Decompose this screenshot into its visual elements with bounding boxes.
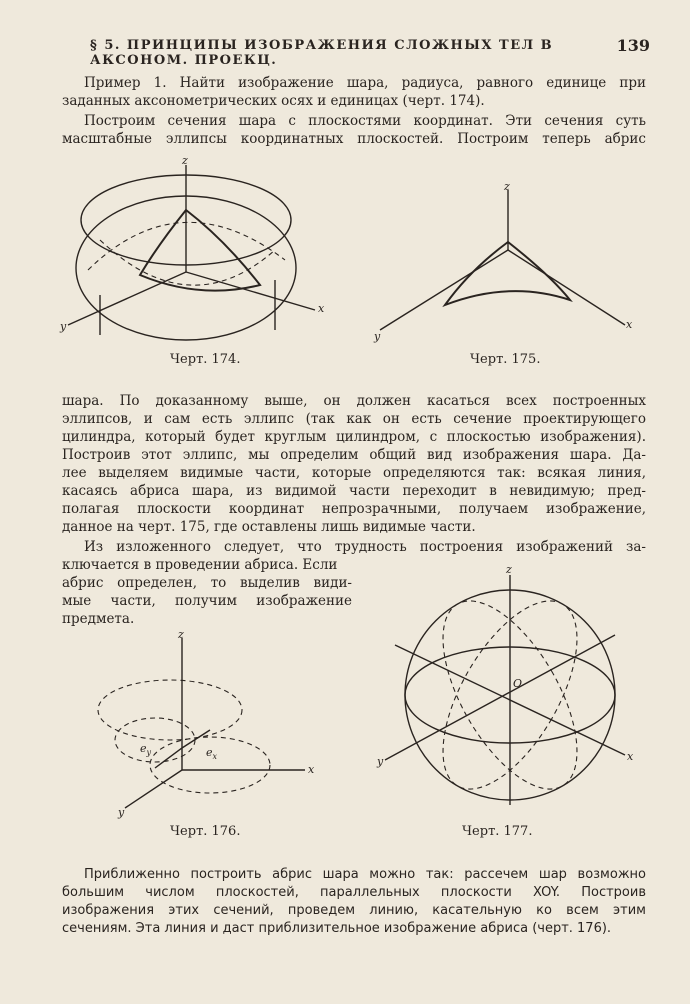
text-line: Построив этот эллипс, мы определим общий вид изображения шара. Да-	[62, 447, 646, 463]
z-axis-label: z	[506, 563, 512, 576]
text-line: масштабные эллипсы координатных плоскостей. Построим теперь абрис	[62, 131, 646, 147]
x-axis	[508, 250, 625, 325]
visible-outline	[445, 242, 570, 305]
y-axis	[125, 770, 182, 808]
y-axis-label: y	[118, 806, 125, 819]
text-line: цилиндра, который будет круглым цилиндром, с плоскостью изображения).	[62, 429, 646, 445]
visible-octant	[140, 210, 260, 291]
dashed-section	[100, 240, 275, 285]
y-axis-label: y	[60, 320, 67, 333]
y-axis	[385, 635, 615, 760]
x-axis-label: x	[308, 763, 315, 776]
x-axis-label: x	[318, 302, 325, 315]
text-line: изображения этих сечений, проведем линию, касательную ко всем этим	[62, 903, 646, 918]
figure-176-sections	[60, 630, 320, 820]
text-line: лее выделяем видимые части, которые определяются так: всякая линия,	[62, 465, 646, 481]
text-line: заданных аксонометрических осях и единицах (черт. 174).	[62, 93, 485, 109]
figure-175-caption: Черт. 175.	[470, 352, 541, 367]
text-line: абрис определен, то выделив види-	[62, 575, 352, 591]
paragraph-outline	[62, 392, 646, 536]
text-line: сечениям. Эта линия и даст приблизительное изображение абриса (черт. 176).	[62, 921, 612, 936]
z-axis-label: z	[504, 180, 510, 193]
text-line: предмета.	[62, 611, 135, 627]
page-header	[90, 36, 650, 68]
y-axis-label: y	[374, 330, 381, 343]
paragraph-construction	[62, 112, 646, 148]
text-line: Из изложенного следует, что трудность построения изображений за-	[84, 539, 646, 555]
figure-175-visible-sphere	[370, 180, 640, 350]
page-number: 139	[616, 36, 650, 55]
section-title: § 5. ПРИНЦИПЫ ИЗОБРАЖЕНИЯ СЛОЖНЫХ ТЕЛ В АКСОНОМ. ПРОЕКЦ.	[90, 38, 554, 68]
figure-174-caption: Черт. 174.	[170, 352, 241, 367]
figure-177-caption: Черт. 177.	[462, 824, 533, 839]
figure-177-sphere	[375, 565, 650, 815]
text-line: большим числом плоскостей, параллельных плоскости XOY. Построив	[62, 885, 646, 900]
dashed-section-ellipse	[98, 680, 242, 740]
origin-label: O	[513, 677, 523, 690]
text-line: ключается в проведении абриса. Если	[62, 557, 338, 573]
text-line: мые части, получим изображение	[62, 593, 352, 609]
y-axis	[380, 250, 508, 330]
text-line: данное на черт. 175, где оставлены лишь видимые части.	[62, 519, 476, 535]
paragraph-example-1	[62, 74, 646, 110]
text-line: Приближенно построить абрис шара можно так: рассечем шар возможно	[84, 867, 646, 882]
paragraph-conclusion-narrow	[62, 574, 352, 628]
ey-label: $e_y$	[140, 742, 152, 757]
y-axis-label: y	[377, 755, 384, 768]
x-axis-label: x	[626, 318, 633, 331]
ex-label: $e_x$	[206, 746, 218, 761]
paragraph-approximation	[62, 866, 646, 938]
text-line: Пример 1. Найти изображение шара, радиуса, равного единице при	[84, 75, 646, 91]
x-axis-label: x	[627, 750, 634, 763]
z-axis-label: z	[182, 154, 188, 167]
figure-174-sphere-sections	[60, 154, 340, 350]
text-line: Построим сечения шара с плоскостями координат. Эти сечения суть	[84, 113, 646, 129]
text-line: полагая плоскости координат непрозрачными, получаем изображение,	[62, 501, 646, 517]
figure-176-caption: Черт. 176.	[170, 824, 241, 839]
text-line: касаясь абриса шара, из видимой части переходит в невидимую; пред-	[62, 483, 646, 499]
z-axis-label: z	[178, 628, 184, 641]
text-line: эллипсов, и сам есть эллипс (так как он есть сечение проектирующего	[62, 411, 646, 427]
text-line: шара. По доказанному выше, он должен касаться всех построенных	[62, 393, 646, 409]
dashed-section-ellipse	[115, 718, 195, 762]
